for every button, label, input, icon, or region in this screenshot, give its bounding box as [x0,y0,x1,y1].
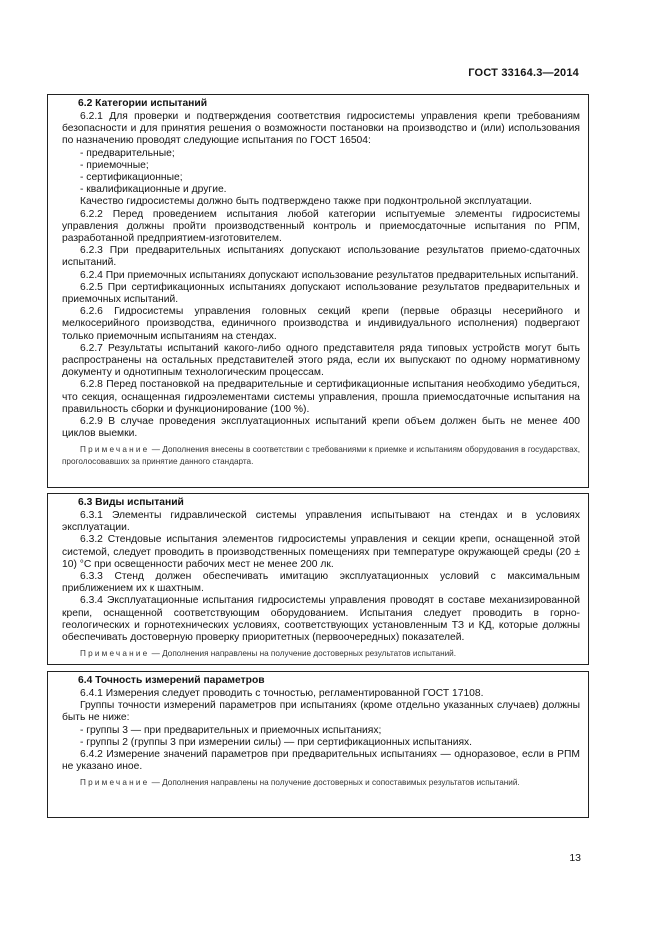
paragraph-6-2-4: 6.2.4 При приемочных испытаниях допускают использование результатов предварительных испытаний. [80,269,579,281]
paragraph-quality: Качество гидросистемы должно быть подтверждено также при подконтрольной эксплуатации. [80,196,532,208]
section-6-4 [47,671,589,818]
paragraph-6-2-9: 6.2.9 В случае проведения эксплуатационных испытаний крепи объем должен быть не менее 400 циклов выемки. [62,416,580,440]
paragraph-6-2-5: 6.2.5 При сертификационных испытаниях допускают использование результатов предварительных и приемочных испытаний. [62,281,580,306]
note-label: Примечание [80,445,150,455]
section-6-3 [47,493,589,665]
paragraph-6-4-2: 6.4.2 Измерение значений параметров при предварительных испытаниях — одноразовое, если в РПМ не указано иное. [62,749,580,773]
paragraph-6-2-8: 6.2.8 Перед постановкой на предварительные и сертификационные испытания необходимо убедиться, что секция, оснащенная гидроэлементами системы управления, прошла приемосдаточные испытания на правильность сборки и функционирование (100 %). [62,379,580,415]
paragraph-accuracy-groups: Группы точности измерений параметров при испытаниях (кроме отдельно указанных случаев) должны быть не ниже: [62,700,580,724]
paragraph-6-2-6: 6.2.6 Гидросистемы управления головных секций крепи (первые образцы несерийного и мелкосерийного производства, единичного производства и индивидуального исполнения) подвергают только приемочным испытаниям на стендах. [62,306,580,342]
note [62,648,580,660]
paragraph-6-2-2: 6.2.2 Перед проведением испытания любой категории испытуемые элементы гидросистемы управления должны пройти производственный контроль и приемосдаточные испытания по РПМ, разработанной предприятием-изготовителем. [62,208,580,245]
paragraph-6-4-1: 6.4.1 Измерения следует проводить с точностью, регламентированной ГОСТ 17108. [80,688,484,699]
list-item: - группы 3 — при предварительных и приемочных испытаниях; [80,724,382,736]
note [62,444,580,467]
section-title: 6.3 Виды испытаний [78,497,184,508]
note-text: — Дополнения направлены на получение достоверных и сопоставимых результатов испытаний. [149,778,520,788]
paragraph-6-2-3: 6.2.3 При предварительных испытаниях допускают использование результатов приемо-сдаточных испытаний. [62,245,580,269]
list-item: - приемочные; [80,159,149,171]
list-item: - квалификационные и другие. [80,184,227,196]
list-item: - предварительные; [80,147,175,159]
note-text: — Дополнения внесены в соответствии с требованиями к приемке и испытаниям оборудования в государствах, проголосовавших за принятие данного стандарта. [62,445,580,466]
paragraph-6-3-3: 6.3.3 Стенд должен обеспечивать имитацию эксплуатационных условий с максимальным приближением их к шахтным. [62,571,580,595]
list-item: - группы 2 (группы 3 при измерении силы) — при сертификационных испытаниях. [80,736,473,748]
page-number: 13 [569,852,581,864]
paragraph-6-3-4: 6.3.4 Эксплуатационные испытания гидросистемы управления проводят в составе механизированной крепи, оснащенной соответствующим оборудованием. Испытания следует проводить в горно-геологических и горнотехнических условиях, соответствующих установленным ТЗ и КД, которые должны обеспечивать достоверную проверку приоритетных (первоочередных) показателей. [62,595,580,644]
section-6-2 [47,94,589,488]
list-item: - сертификационные; [80,172,183,184]
note-label: Примечание [80,778,150,788]
document-code: ГОСТ 33164.3—2014 [468,67,579,79]
note-text: — Дополнения направлены на получение достоверных результатов испытаний. [149,649,457,659]
paragraph-6-2-7: 6.2.7 Результаты испытаний какого-либо одного представителя ряда типовых устройств могут быть распространены на остальных представителей этого ряда, если их выпускают по одному нормативному документу и однотипным технологическим процессам. [62,342,580,379]
note-label: Примечание [80,649,150,659]
paragraph-6-2-1: 6.2.1 Для проверки и подтверждения соответствия гидросистемы управления крепи требованиям безопасности и для принятия решения о возможности постановки на производство и (или) использования по назначению проводят следующие испытания по ГОСТ 16504: [62,111,580,147]
section-title: 6.4 Точность измерений параметров [78,675,265,686]
paragraph-6-3-1: 6.3.1 Элементы гидравлической системы управления испытывают на стендах и в условиях эксплуатации. [62,510,580,534]
section-title: 6.2 Категории испытаний [78,98,208,109]
paragraph-6-3-2: 6.3.2 Стендовые испытания элементов гидросистемы управления и секции крепи, оснащенной этой системой, следует проводить в производственных помещениях при температуре окружающей среды (20 ± 10) °С при освещенности рабочих мест не менее 200 лк. [62,534,580,570]
note [62,777,580,789]
